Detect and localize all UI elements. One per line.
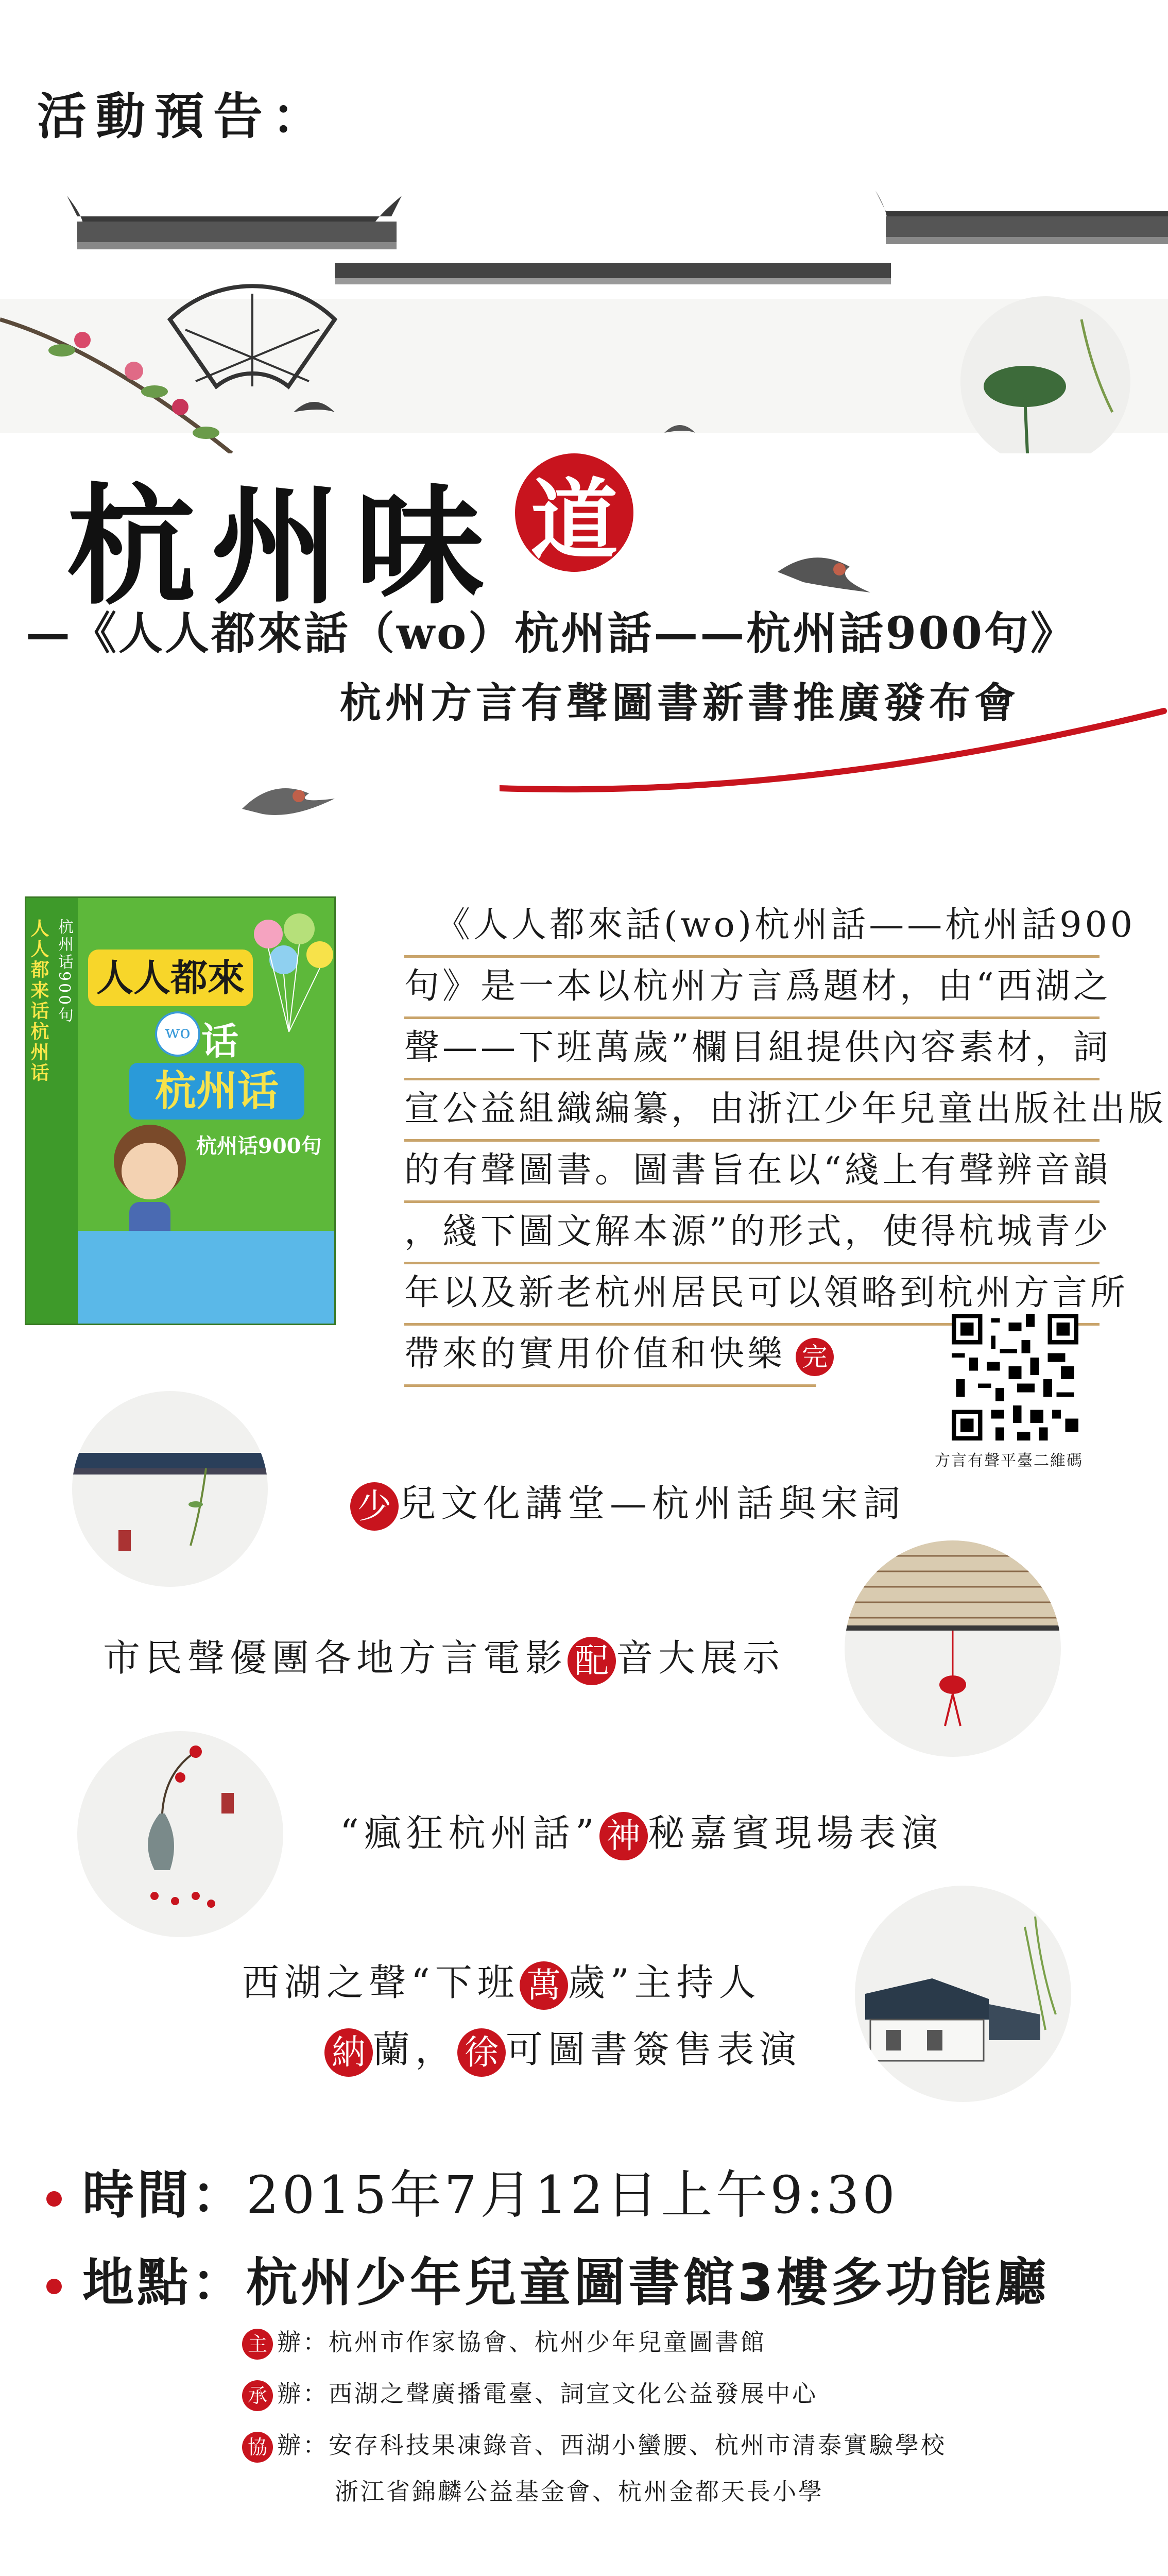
red-brush-stroke <box>500 701 1168 804</box>
balloons-icon <box>248 908 335 1042</box>
intro-line: ，綫下圖文解本源”的形式，使得杭城青少 <box>404 1203 1100 1264</box>
time-label: 時間： <box>82 2165 246 2225</box>
bird-icon <box>237 768 340 829</box>
event-seal: 萬 <box>520 1961 568 2010</box>
intro-line: 《人人都來話(wo)杭州話——杭州話900 <box>404 896 1100 958</box>
event-seal: 神 <box>599 1812 648 1860</box>
organizer-row <box>242 2324 766 2360</box>
organizer-label: 辦： <box>277 2380 329 2408</box>
event-text: 可圖書簽售表演 <box>506 2028 802 2071</box>
qr-label: 方言有聲平臺二維碼 <box>935 1452 1083 1470</box>
book-title-hua: 话 <box>201 1020 239 1063</box>
book-side-title: 人人都来话杭州话 <box>28 919 49 1083</box>
event-item-4-line-1 <box>242 1953 761 2010</box>
intro-line: 年以及新老杭州居民可以領略到杭州方言所 <box>404 1264 1100 1326</box>
book-water-area <box>78 1231 336 1324</box>
event-text: 市民聲優團各地方言電影 <box>103 1636 568 1680</box>
event-seal: 少 <box>350 1482 399 1531</box>
title-seal: 道 <box>515 453 633 572</box>
event-item-2 <box>103 1628 785 1685</box>
book-subtitle: 杭州话900句 <box>196 1134 322 1158</box>
book-title-wo: wo <box>155 1011 200 1057</box>
intro-line: 帶來的實用价值和快樂 <box>404 1334 786 1375</box>
event-seal: 配 <box>568 1637 616 1685</box>
end-seal: 完 <box>796 1338 834 1376</box>
bullet-icon <box>46 2191 62 2207</box>
organizer-row <box>335 2473 824 2507</box>
intro-line: 聲——下班萬歲”欄目組提供內容素材，詞 <box>404 1019 1100 1080</box>
organizer-label: 辦： <box>277 2328 329 2356</box>
event-text: “瘋狂杭州話” <box>340 1811 599 1855</box>
event-place <box>46 2241 1050 2315</box>
organizer-text: 安存科技果凍錄音、西湖小蠻腰、杭州市清泰實驗學校 <box>329 2431 947 2459</box>
intro-line: 的有聲圖書。圖書旨在以“綫上有聲辨音韻 <box>404 1142 1100 1203</box>
event-title: 杭州味 <box>67 472 500 622</box>
bamboo-blind-illustration <box>845 1540 1061 1757</box>
event-item-3 <box>340 1803 943 1860</box>
intro-line: 句》是一本以杭州方言爲題材，由“西湖之 <box>404 958 1100 1019</box>
organizer-badge: 主 <box>242 2329 273 2360</box>
organizer-row <box>242 2375 818 2411</box>
event-item-1 <box>350 1473 905 1531</box>
event-seal: 納 <box>324 2028 373 2077</box>
organizer-text: 西湖之聲廣播電臺、詞宣文化公益發展中心 <box>329 2380 818 2408</box>
event-time <box>46 2154 898 2228</box>
organizer-row <box>242 2427 947 2463</box>
vase-illustration <box>77 1731 283 1937</box>
eaves-illustration <box>72 1391 268 1587</box>
event-text: 西湖之聲“下班 <box>242 1961 520 2004</box>
book-title-main: 杭州话 <box>129 1063 304 1120</box>
time-value: 2015年7月12日上午9:30 <box>246 2165 898 2225</box>
book-side-subtitle: 杭州话900句 <box>55 919 73 1025</box>
organizer-badge: 承 <box>242 2380 273 2411</box>
intro-line: 宣公益組織編纂，由浙江少年兒童出版社出版 <box>404 1080 1100 1142</box>
event-text: 蘭， <box>373 2028 458 2071</box>
event-text: 兒文化講堂—杭州話與宋詞 <box>399 1482 906 1525</box>
bird-icon <box>772 541 875 603</box>
page-heading: 活動預告： <box>37 88 331 145</box>
event-item-4-line-2 <box>324 2020 801 2077</box>
book-cover-image <box>25 896 336 1325</box>
event-subtitle: —《人人都來話（wo）杭州話——杭州話900句》 <box>26 607 1077 659</box>
organizer-text: 浙江省錦麟公益基金會、杭州金都天長小學 <box>335 2478 824 2505</box>
event-text: 秘嘉賓現場表演 <box>647 1811 943 1855</box>
place-label: 地點： <box>82 2252 246 2313</box>
organizer-badge: 協 <box>242 2432 273 2463</box>
bullet-icon <box>46 2279 62 2294</box>
event-text: 音大展示 <box>616 1636 785 1680</box>
place-value: 杭州少年兒童圖書館3樓多功能廳 <box>246 2252 1050 2313</box>
organizer-text: 杭州市作家協會、杭州少年兒童圖書館 <box>329 2328 766 2356</box>
chinese-wall-illustration <box>0 165 1168 453</box>
organizer-label: 辦： <box>277 2431 329 2459</box>
event-text: 歲”主持人 <box>568 1961 761 2004</box>
event-seal: 徐 <box>457 2028 506 2077</box>
intro-last-line <box>404 1326 828 1387</box>
event-subtitle-2: 杭州方言有聲圖書新書推廣發布會 <box>340 679 1020 727</box>
book-title-top: 人人都來 <box>88 950 253 1006</box>
qr-code-image <box>952 1314 1078 1440</box>
water-town-illustration <box>855 1886 1071 2102</box>
